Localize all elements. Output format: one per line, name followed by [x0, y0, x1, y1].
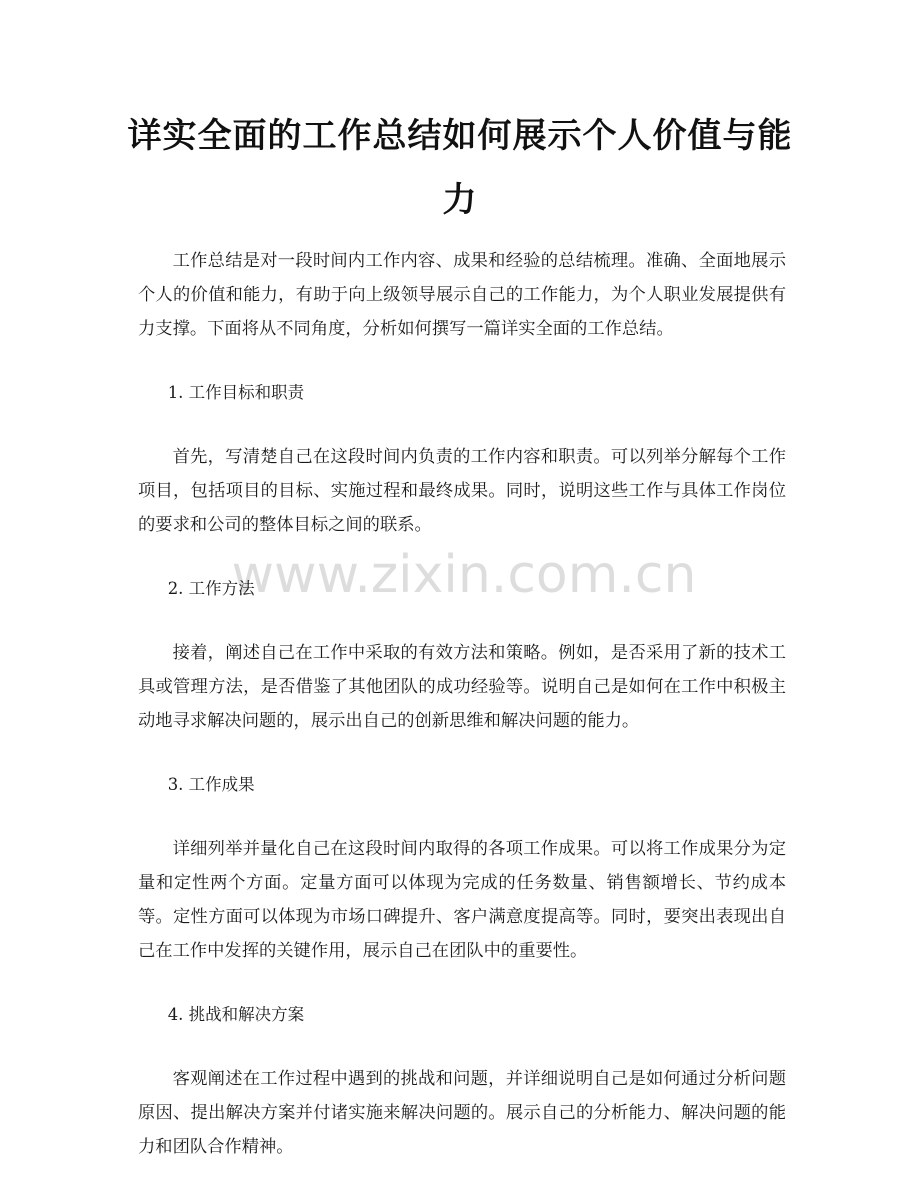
section-heading-challenges: 4. 挑战和解决方案	[167, 1005, 305, 1024]
paragraph-methods: 接着，阐述自己在工作中采取的有效方法和策略。例如，是否采用了新的技术工具或管理方法，是否借鉴了其他团队的成功经验等。说明自己是如何在工作中积极主动地寻求解决问题的，展示出自己的创新思维和解决问题的能力。	[138, 643, 786, 731]
document-title: 详实全面的工作总结如何展示个人价值与能力	[127, 116, 793, 220]
section-heading-methods: 2. 工作方法	[167, 579, 255, 598]
paragraph-challenges: 客观阐述在工作过程中遇到的挑战和问题，并详细说明自己是如何通过分析问题原因、提出解决方案并付诸实施来解决问题的。展示自己的分析能力、解决问题的能力和团队合作精神。	[138, 1069, 786, 1157]
paragraph-goals: 首先，写清楚自己在这段时间内负责的工作内容和职责。可以列举分解每个工作项目，包括项目的目标、实施过程和最终成果。同时，说明这些工作与具体工作岗位的要求和公司的整体目标之间的联系。	[138, 447, 786, 535]
section-heading-results: 3. 工作成果	[167, 775, 255, 794]
watermark: www.zixin.com.cn	[231, 545, 697, 605]
section-heading-goals: 1. 工作目标和职责	[167, 383, 305, 402]
intro-paragraph: 工作总结是对一段时间内工作内容、成果和经验的总结梳理。准确、全面地展示个人的价值和能力，有助于向上级领导展示自己的工作能力，为个人职业发展提供有力支撑。下面将从不同角度，分析如何撰写一篇详实全面的工作总结。	[138, 251, 786, 339]
paragraph-results: 详细列举并量化自己在这段时间内取得的各项工作成果。可以将工作成果分为定量和定性两个方面。定量方面可以体现为完成的任务数量、销售额增长、节约成本等。定性方面可以体现为市场口碑提升、客户满意度提高等。同时，要突出表现出自己在工作中发挥的关键作用，展示自己在团队中的重要性。	[138, 839, 786, 961]
document-body	[138, 244, 786, 1194]
